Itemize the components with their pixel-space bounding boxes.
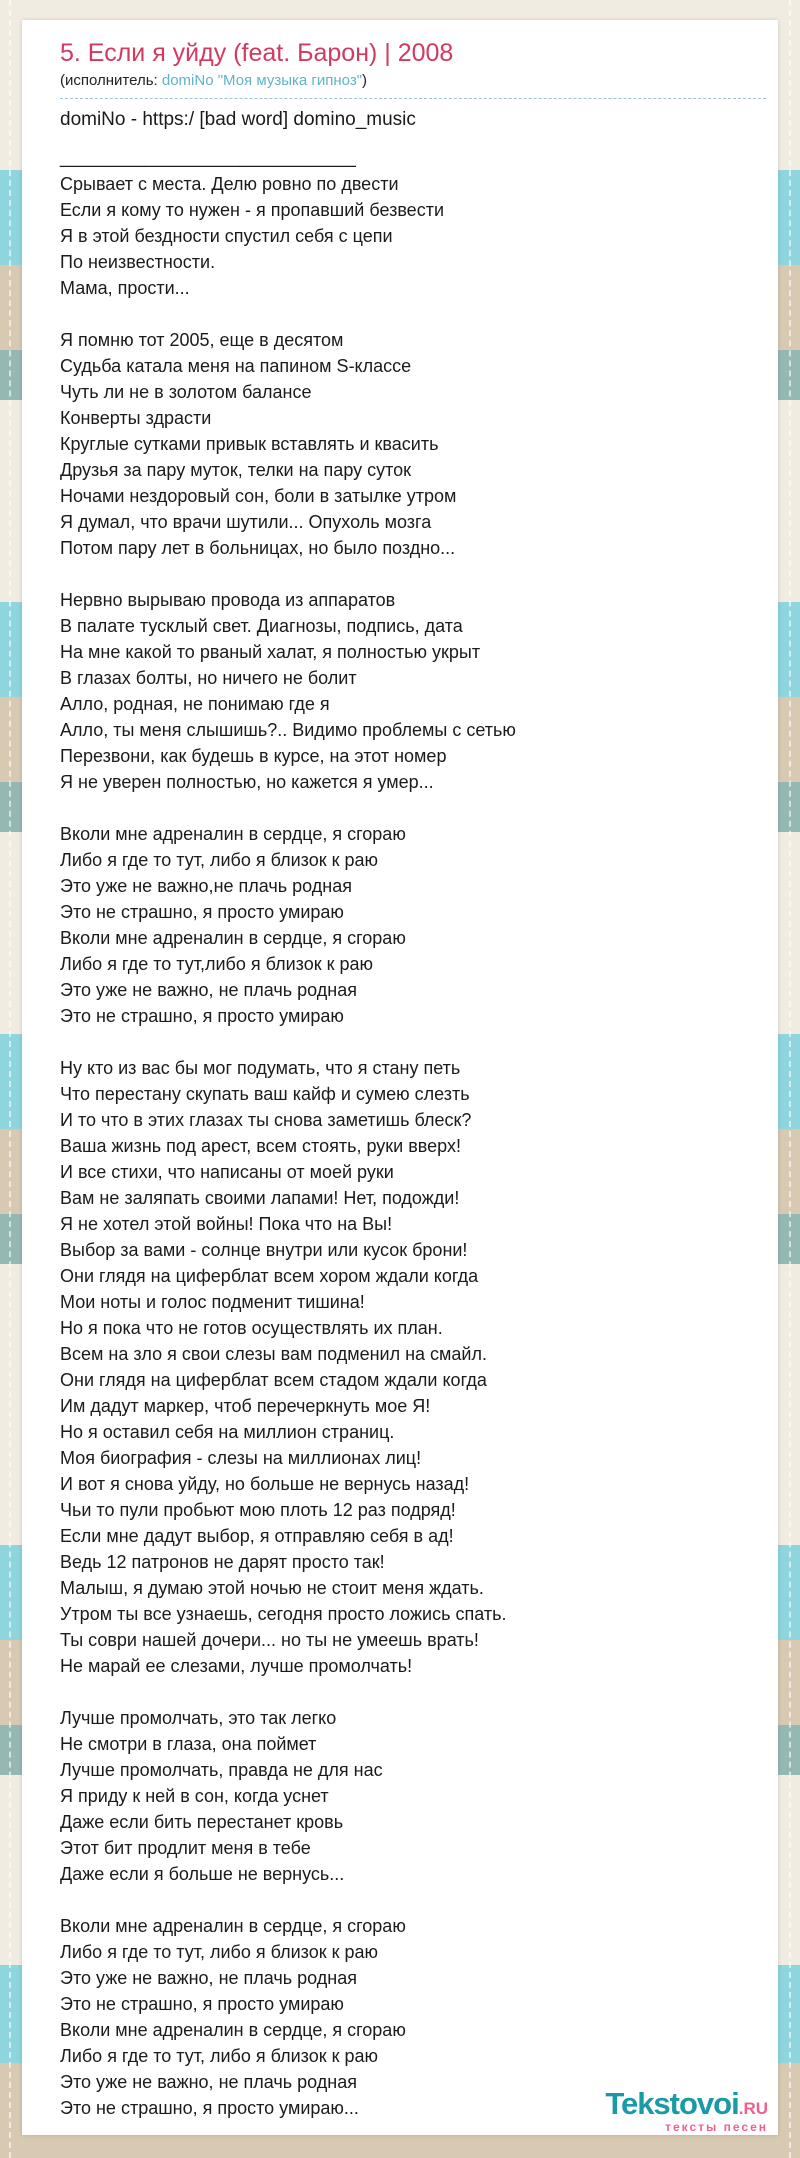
stanza-list (60, 171, 758, 2121)
lyric-line: Вам не заляпать своими лапами! Нет, подожди! (60, 1188, 460, 1208)
lyric-line: Утром ты все узнаешь, сегодня просто ложись спать. (60, 1604, 507, 1624)
lyric-line: Нервно вырываю провода из аппаратов (60, 590, 396, 610)
lyric-line: Что перестану скупать ваш кайф и сумею слезть (60, 1084, 470, 1104)
lyric-line: Это не страшно, я просто умираю (60, 902, 344, 922)
lyric-line: Срывает с места. Делю ровно по двести (60, 174, 399, 194)
lyric-line: Я не уверен полностью, но кажется я умер... (60, 772, 434, 792)
lyric-line: Либо я где то тут, либо я близок к раю (60, 2046, 378, 2066)
lyric-line: Но я пока что не готов осуществлять их план. (60, 1318, 443, 1338)
performer-suffix: ) (362, 72, 368, 89)
stitch-line-right (789, 0, 791, 2158)
lyric-line: Ну кто из вас бы мог подумать, что я стану петь (60, 1058, 461, 1078)
lyric-line: Друзья за пару муток, телки на пару суток (60, 460, 412, 480)
lyric-stanza (60, 821, 758, 1029)
lyric-line: Алло, ты меня слышишь?.. Видимо проблемы с сетью (60, 720, 516, 740)
lyric-line: Если мне дадут выбор, я отправляю себя в ад! (60, 1526, 454, 1546)
lyric-line: Этот бит продлит меня в тебе (60, 1838, 311, 1858)
lyric-line: Либо я где то тут, либо я близок к раю (60, 1942, 378, 1962)
lyric-line: Они глядя на циферблат всем стадом ждали когда (60, 1370, 487, 1390)
lyric-stanza (60, 1705, 758, 1887)
lyric-line: Судьба катала меня на папином S-классе (60, 356, 412, 376)
lyric-line: Всем на зло я свои слезы вам подменил на смайл. (60, 1344, 487, 1364)
lyric-line: Мои ноты и голос подменит тишина! (60, 1292, 365, 1312)
tekstovoi-logo[interactable] (605, 2088, 768, 2133)
lyric-line: И все стихи, что написаны от моей руки (60, 1162, 394, 1182)
lyric-line: Чьи то пули пробьют мою плоть 12 раз подряд! (60, 1500, 456, 1520)
stitch-line-left (9, 0, 11, 2158)
lyric-line: Это уже не важно,не плачь родная (60, 876, 352, 896)
logo-tagline: тексты песен (665, 2120, 768, 2134)
lyric-stanza (60, 171, 758, 301)
lyric-line: Вколи мне адреналин в сердце, я сгораю (60, 824, 406, 844)
lyric-line: Перезвони, как будешь в курсе, на этот номер (60, 746, 447, 766)
lyric-line: В глазах болты, но ничего не болит (60, 668, 357, 688)
song-title: 5. Если я уйду (feat. Барон) | 2008 (60, 39, 454, 67)
lyric-line: Круглые сутками привык вставлять и квасить (60, 434, 439, 454)
artist-album-link[interactable]: domiNo "Моя музыка гипноз" (161, 72, 363, 89)
lyric-line: Либо я где то тут,либо я близок к раю (60, 954, 373, 974)
lyric-line: Конверты здрасти (60, 408, 212, 428)
intro-line: domiNo - https:/ [bad word] domino_music (60, 109, 416, 130)
lyric-line: Лучше промолчать, правда не для нас (60, 1760, 383, 1780)
underscore-separator: ____________________________ (60, 147, 356, 168)
lyric-line: Это уже не важно, не плачь родная (60, 2072, 357, 2092)
lyric-line: Даже если я больше не вернусь... (60, 1864, 345, 1884)
lyric-line: Это не страшно, я просто умираю (60, 1006, 344, 1026)
lyric-stanza (60, 1055, 758, 1679)
lyric-line: И вот я снова уйду, но больше не вернусь назад! (60, 1474, 470, 1494)
lyrics-text (60, 107, 758, 2121)
lyric-line: Я думал, что врачи шутили... Опухоль мозга (60, 512, 432, 532)
lyric-line: Вколи мне адреналин в сердце, я сгораю (60, 2020, 406, 2040)
lyric-line: Это не страшно, я просто умираю... (60, 2098, 359, 2118)
lyric-stanza (60, 587, 758, 795)
lyric-line: Вколи мне адреналин в сердце, я сгораю (60, 928, 406, 948)
lyric-line: Малыш, я думаю этой ночью не стоит меня ждать. (60, 1578, 484, 1598)
lyric-line: Я приду к ней в сон, когда уснет (60, 1786, 329, 1806)
lyric-line: Я в этой бездности спустил себя с цепи (60, 226, 393, 246)
lyric-stanza (60, 327, 758, 561)
lyric-line: Лучше промолчать, это так легко (60, 1708, 337, 1728)
lyric-line: В палате тусклый свет. Диагнозы, подпись, дата (60, 616, 463, 636)
dashed-separator (60, 98, 766, 99)
lyric-line: Не марай ее слезами, лучше промолчать! (60, 1656, 413, 1676)
lyric-line: Я не хотел этой войны! Пока что на Вы! (60, 1214, 393, 1234)
lyric-line: Это уже не важно, не плачь родная (60, 980, 357, 1000)
lyric-line: Чуть ли не в золотом балансе (60, 382, 312, 402)
performer-prefix: (исполнитель: (60, 72, 162, 89)
lyric-line: Либо я где то тут, либо я близок к раю (60, 850, 378, 870)
lyric-line: Это уже не важно, не плачь родная (60, 1968, 357, 1988)
logo-main-text: Tekstovoi (605, 2086, 739, 2121)
lyric-line: Даже если бить перестанет кровь (60, 1812, 344, 1832)
lyric-line: Алло, родная, не понимаю где я (60, 694, 330, 714)
lyric-line: Ведь 12 патронов не дарят просто так! (60, 1552, 385, 1572)
lyric-line: Это не страшно, я просто умираю (60, 1994, 344, 2014)
lyric-line: Они глядя на циферблат всем хором ждали когда (60, 1266, 479, 1286)
lyric-line: Им дадут маркер, чтоб перечеркнуть мое Я! (60, 1396, 431, 1416)
lyric-line: Потом пару лет в больницах, но было поздно... (60, 538, 456, 558)
lyric-line: Ночами нездоровый сон, боли в затылке утром (60, 486, 457, 506)
lyric-line: И то что в этих глазах ты снова заметишь блеск? (60, 1110, 472, 1130)
lyric-line: Выбор за вами - солнце внутри или кусок брони! (60, 1240, 468, 1260)
lyric-line: Моя биография - слезы на миллионах лиц! (60, 1448, 422, 1468)
lyric-line: Я помню тот 2005, еще в десятом (60, 330, 344, 350)
performer-line (60, 71, 758, 90)
logo-tld-text: .RU (738, 2099, 768, 2118)
lyrics-card (22, 20, 778, 2135)
lyric-line: Мама, прости... (60, 278, 190, 298)
lyric-line: Вколи мне адреналин в сердце, я сгораю (60, 1916, 406, 1936)
lyric-line: Если я кому то нужен - я пропавший безвести (60, 200, 444, 220)
lyric-line: На мне какой то рваный халат, я полностью укрыт (60, 642, 481, 662)
lyric-line: Но я оставил себя на миллион страниц. (60, 1422, 395, 1442)
lyric-line: По неизвестности. (60, 252, 216, 272)
lyric-line: Ты соври нашей дочери... но ты не умеешь врать! (60, 1630, 479, 1650)
lyric-line: Не смотри в глаза, она поймет (60, 1734, 317, 1754)
lyric-line: Ваша жизнь под арест, всем стоять, руки вверх! (60, 1136, 461, 1156)
